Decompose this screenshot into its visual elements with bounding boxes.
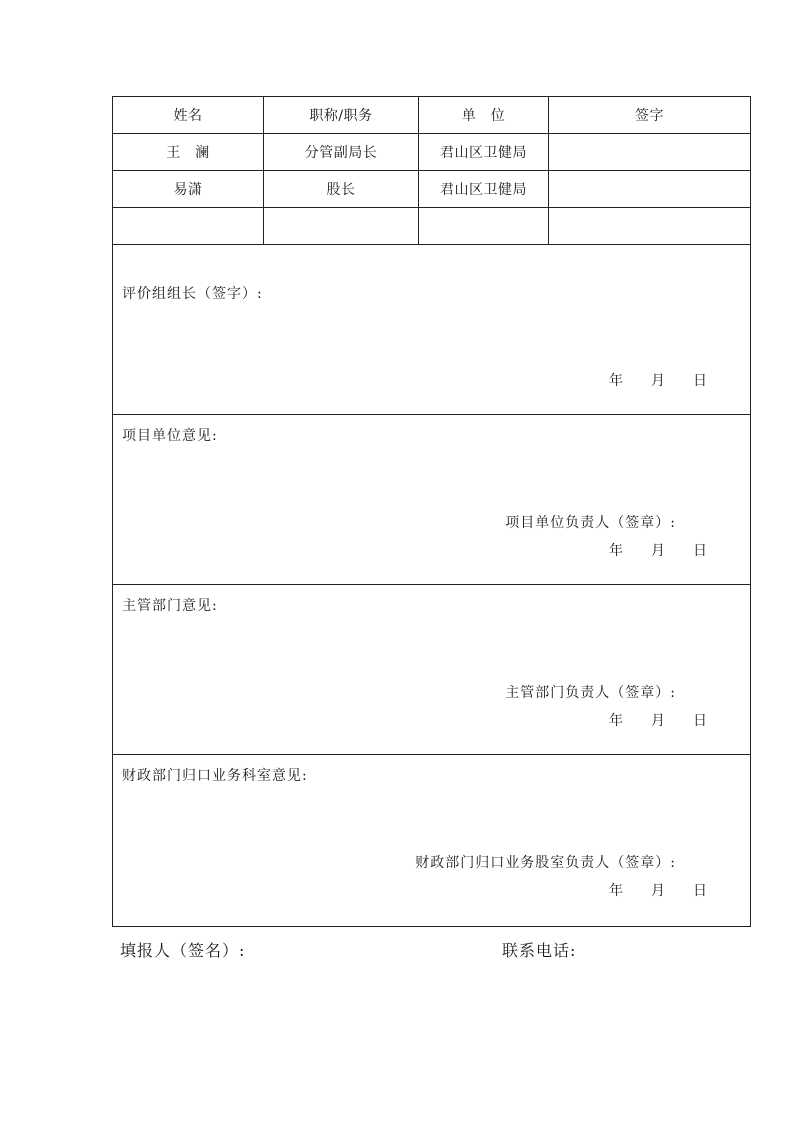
finance-date: 年 月 日 [609,883,707,899]
row2-unit: 君山区卫健局 [419,171,549,208]
row1-name: 王 澜 [113,134,264,171]
signature-grid [113,97,750,245]
header-signature: 签字 [549,97,750,134]
finance-opinion-label: 财政部门归口业务科室意见: [122,768,308,784]
group-leader-section [113,245,750,415]
group-leader-label: 评价组组长（签字）: [122,286,263,302]
row2-signature[interactable] [549,171,750,208]
row1-signature[interactable] [549,134,750,171]
header-unit: 单 位 [419,97,549,134]
phone-label: 联系电话: [502,941,577,960]
supervisor-opinion-section [113,585,750,755]
project-unit-date: 年 月 日 [609,543,707,559]
finance-signer: 财政部门归口业务股室负责人（签章）: [415,855,676,871]
group-leader-date: 年 月 日 [609,373,707,389]
header-title: 职称/职务 [264,97,419,134]
row2-name: 易潇 [113,171,264,208]
row3-name[interactable] [113,208,264,245]
evaluation-form-table [112,96,751,927]
row2-title: 股长 [264,171,419,208]
project-unit-signer: 项目单位负责人（签章）: [505,515,676,531]
filler-label: 填报人（签名）: [120,941,246,960]
row3-unit[interactable] [419,208,549,245]
finance-opinion-section [113,755,750,924]
supervisor-date: 年 月 日 [609,713,707,729]
row3-signature[interactable] [549,208,750,245]
row1-unit: 君山区卫健局 [419,134,549,171]
header-name: 姓名 [113,97,264,134]
row1-title: 分管副局长 [264,134,419,171]
supervisor-signer: 主管部门负责人（签章）: [505,685,676,701]
supervisor-opinion-label: 主管部门意见: [122,598,218,614]
row3-title[interactable] [264,208,419,245]
project-unit-opinion-label: 项目单位意见: [122,428,218,444]
project-unit-opinion-section [113,415,750,585]
